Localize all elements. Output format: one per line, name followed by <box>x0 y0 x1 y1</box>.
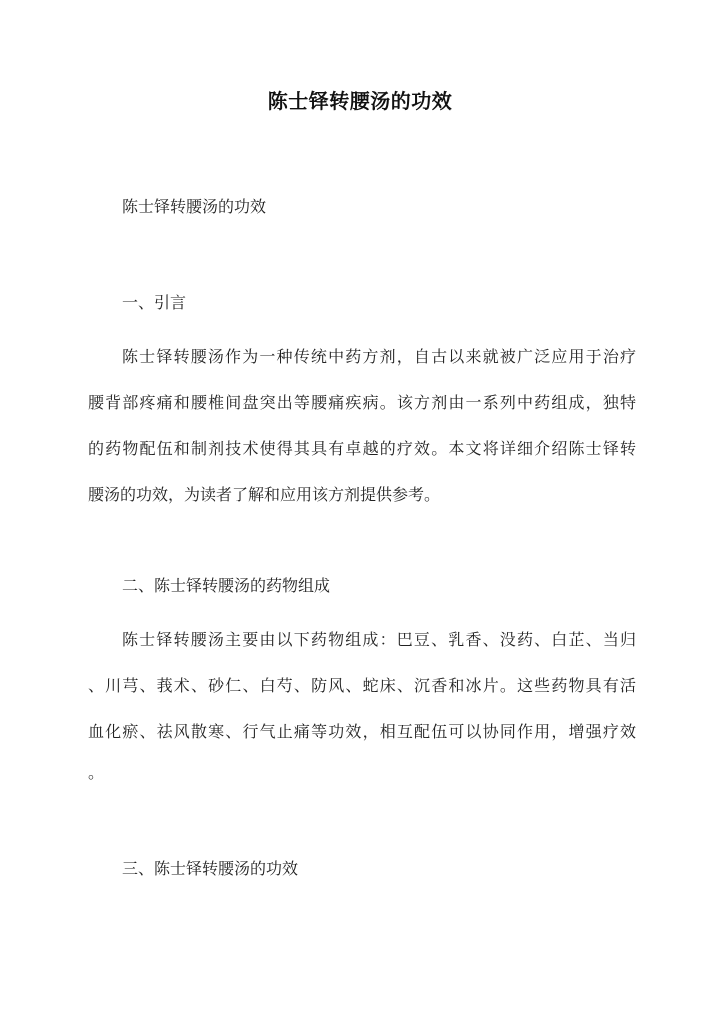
paragraph-line: 腰背部疼痛和腰椎间盘突出等腰痛疾病。该方剂由一系列中药组成，独特 <box>88 393 636 412</box>
paragraph-line: 血化瘀、祛风散寒、行气止痛等功效，相互配伍可以协同作用，增强疗效 <box>88 722 636 741</box>
paragraph-line: 。 <box>88 763 105 782</box>
paragraph-line: 陈士铎转腰汤作为一种传统中药方剂，自古以来就被广泛应用于治疗 <box>122 347 636 366</box>
paragraph-line: 腰汤的功效，为读者了解和应用该方剂提供参考。 <box>88 485 441 504</box>
paragraph-line: 陈士铎转腰汤主要由以下药物组成：巴豆、乳香、没药、白芷、当归 <box>122 630 636 649</box>
document-subtitle: 陈士铎转腰汤的功效 <box>122 197 267 216</box>
document-title: 陈士铎转腰汤的功效 <box>267 89 453 113</box>
section-heading-composition: 二、陈士铎转腰汤的药物组成 <box>122 576 331 595</box>
paragraph-line: 、川芎、莪术、砂仁、白芍、防风、蛇床、沉香和冰片。这些药物具有活 <box>88 676 636 695</box>
paragraph-line: 的药物配伍和制剂技术使得其具有卓越的疗效。本文将详细介绍陈士铎转 <box>88 439 636 458</box>
section-heading-efficacy: 三、陈士铎转腰汤的功效 <box>122 859 299 878</box>
section-heading-intro: 一、引言 <box>122 293 187 312</box>
